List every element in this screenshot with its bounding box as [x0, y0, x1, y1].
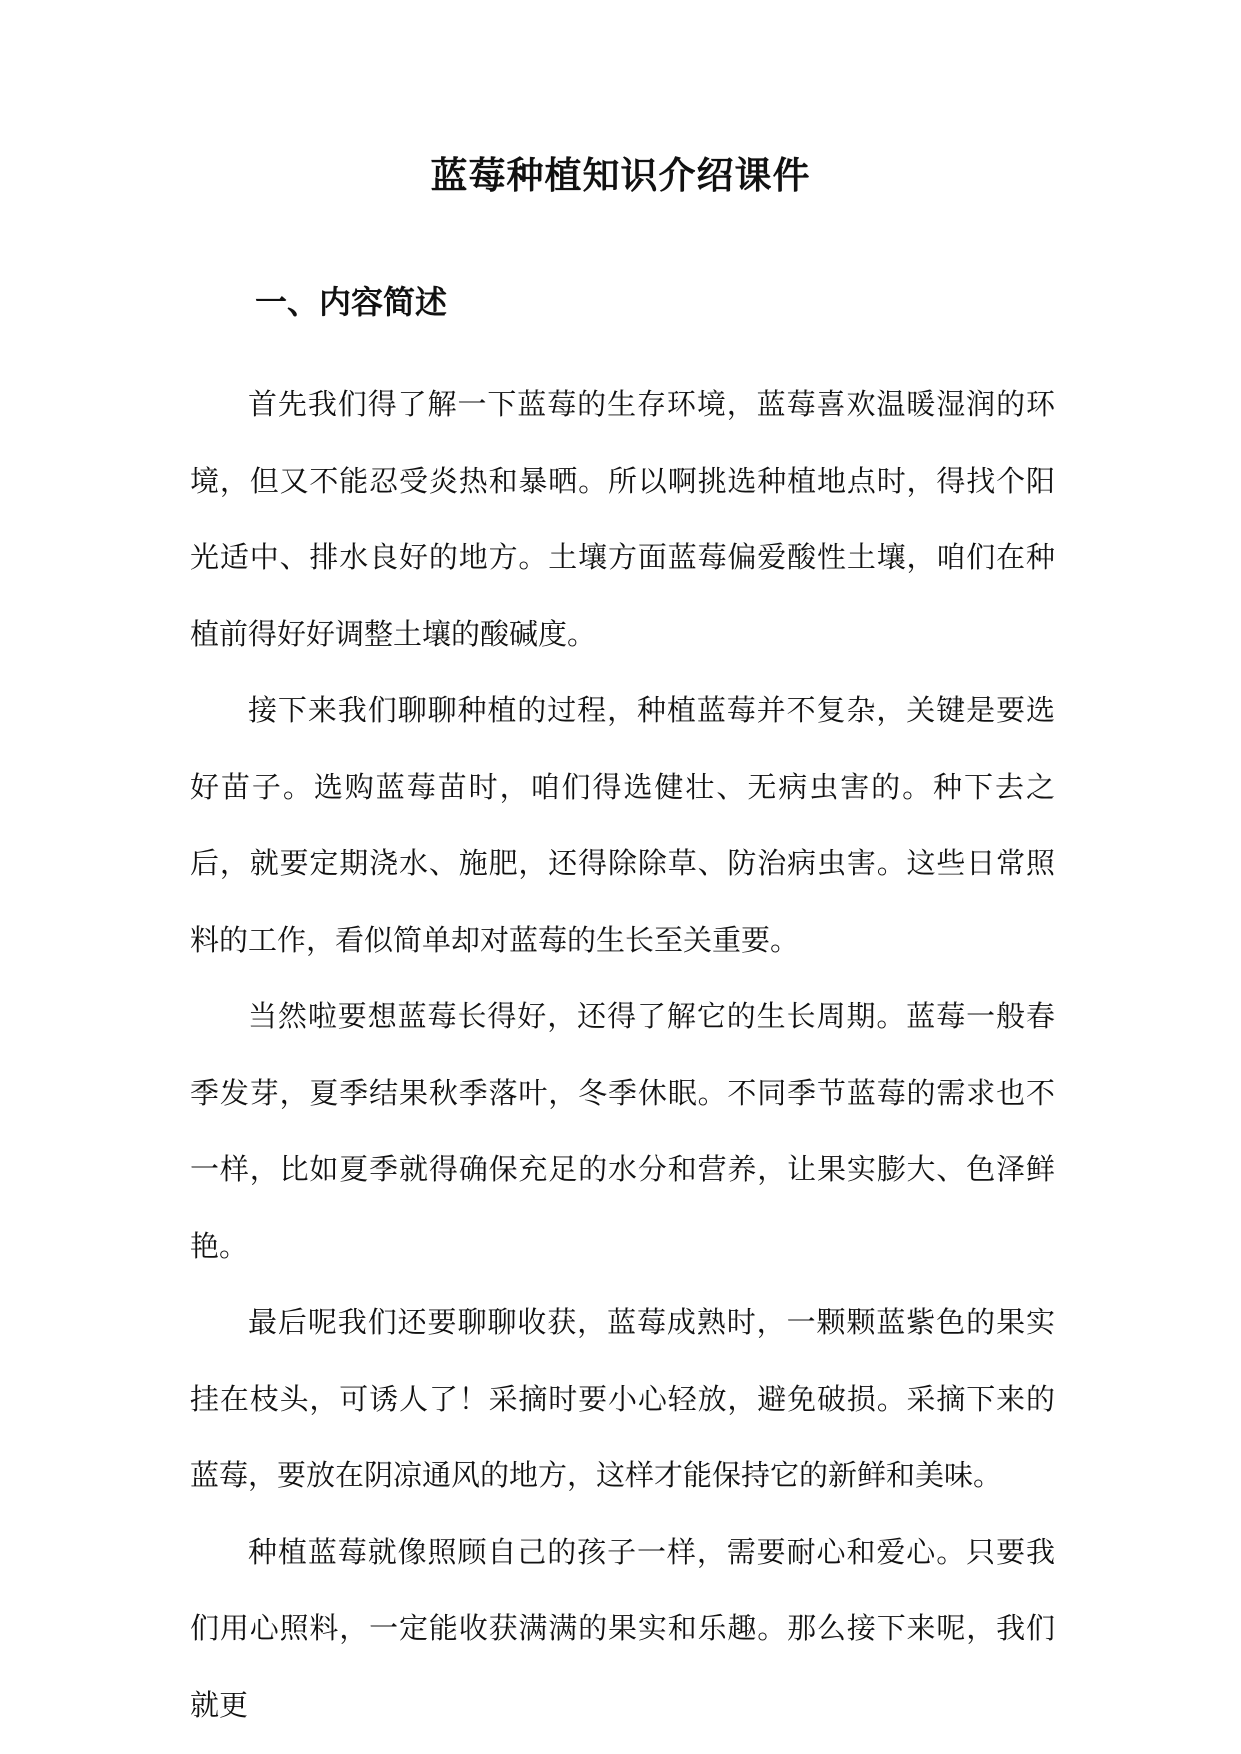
section-heading: 一、内容简述 — [255, 283, 448, 321]
paragraph: 种植蓝莓就像照顾自己的孩子一样，需要耐心和爱心。只要我们用心照料，一定能收获满满的果实和乐趣。那么接下来呢，我们就更 — [190, 1534, 1055, 1722]
document-title: 蓝莓种植知识介绍课件 — [430, 153, 811, 197]
document-body — [190, 366, 1055, 1743]
paragraph: 首先我们得了解一下蓝莓的生存环境，蓝莓喜欢温暖湿润的环境，但又不能忍受炎热和暴晒。所以啊挑选种植地点时，得找个阳光适中、排水良好的地方。土壤方面蓝莓偏爱酸性土壤，咱们在种植前得好好调整土壤的酸碱度。 — [190, 387, 1055, 651]
paragraph: 最后呢我们还要聊聊收获，蓝莓成熟时，一颗颗蓝紫色的果实挂在枝头，可诱人了！采摘时要小心轻放，避免破损。采摘下来的蓝莓，要放在阴凉通风的地方，这样才能保持它的新鲜和美味。 — [190, 1305, 1055, 1492]
paragraph: 当然啦要想蓝莓长得好，还得了解它的生长周期。蓝莓一般春季发芽，夏季结果秋季落叶，冬季休眠。不同季节蓝莓的需求也不一样，比如夏季就得确保充足的水分和营养，让果实膨大、色泽鲜艳。 — [190, 999, 1055, 1263]
paragraph: 接下来我们聊聊种植的过程，种植蓝莓并不复杂，关键是要选好苗子。选购蓝莓苗时，咱们得选健壮、无病虫害的。种下去之后，就要定期浇水、施肥，还得除除草、防治病虫害。这些日常照料的工作，看似简单却对蓝莓的生长至关重要。 — [190, 693, 1055, 957]
